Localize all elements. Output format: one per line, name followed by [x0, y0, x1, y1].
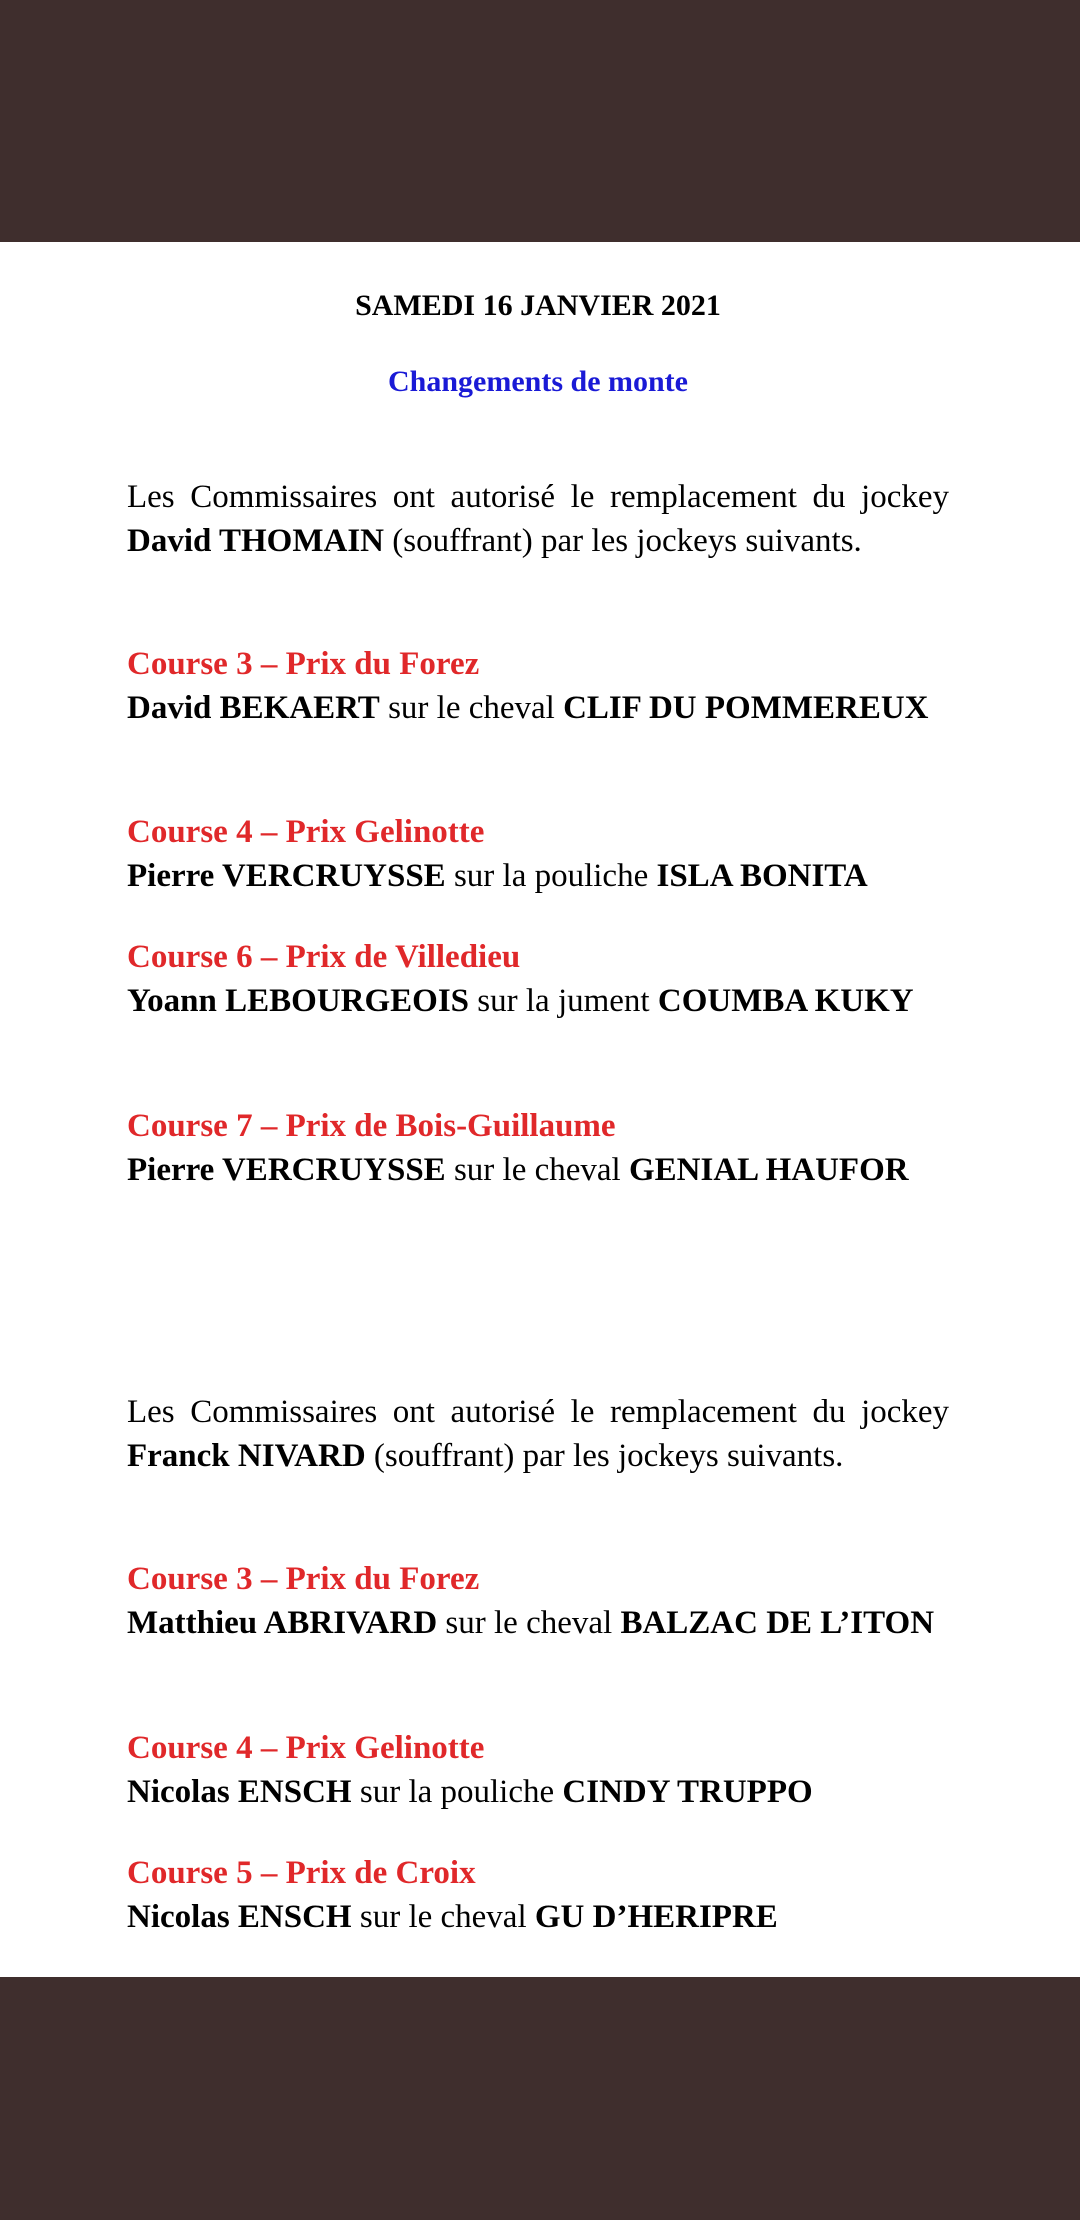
horse-name: BALZAC DE L’ITON: [620, 1605, 935, 1641]
rider-name: Nicolas ENSCH: [127, 1774, 352, 1810]
race-title: Course 4 – Prix Gelinotte: [127, 814, 485, 850]
rider-name: Pierre VERCRUYSSE: [127, 858, 446, 894]
horse-name: GENIAL HAUFOR: [628, 1152, 909, 1188]
race-title: Course 6 – Prix de Villedieu: [127, 939, 521, 975]
race-title: Course 7 – Prix de Bois-Guillaume: [127, 1108, 616, 1144]
rider-name: Pierre VERCRUYSSE: [127, 1152, 446, 1188]
race-entry: [127, 1557, 949, 1645]
race-connector: sur le cheval: [379, 690, 564, 726]
horse-name: ISLA BONITA: [656, 858, 868, 894]
horse-name: COUMBA KUKY: [657, 983, 914, 1019]
top-dark-band: [0, 0, 1080, 242]
race-title: Course 3 – Prix du Forez: [127, 1561, 480, 1597]
rider-name: Yoann LEBOURGEOIS: [127, 983, 470, 1019]
replaced-jockey: David THOMAIN: [127, 523, 385, 559]
race-detail: [127, 1148, 949, 1192]
section-1-intro: [127, 475, 949, 563]
race-detail: [127, 686, 949, 730]
document-page: [0, 242, 1080, 1977]
section-2-intro: [127, 1390, 949, 1478]
race-entry: [127, 935, 949, 1023]
race-connector: sur la pouliche: [351, 1774, 563, 1810]
race-detail: [127, 979, 949, 1023]
rider-name: David BEKAERT: [127, 690, 380, 726]
horse-name: GU D’HERIPRE: [534, 1899, 778, 1935]
intro-text: Les Commissaires ont autorisé le remplacement du jockey: [127, 479, 949, 515]
horse-name: CINDY TRUPPO: [562, 1774, 813, 1810]
race-title: Course 5 – Prix de Croix: [127, 1855, 476, 1891]
document-date: SAMEDI 16 JANVIER 2021: [355, 289, 721, 322]
intro-text: Les Commissaires ont autorisé le remplacement du jockey: [127, 1394, 949, 1430]
race-connector: sur la pouliche: [445, 858, 657, 894]
race-connector: sur la jument: [469, 983, 658, 1019]
replaced-jockey: Franck NIVARD: [127, 1438, 366, 1474]
race-detail: [127, 1770, 949, 1814]
race-title: Course 4 – Prix Gelinotte: [127, 1730, 485, 1766]
race-entry: [127, 642, 949, 730]
intro-text: (souffrant) par les jockeys suivants.: [384, 523, 862, 559]
race-detail: [127, 1601, 949, 1645]
race-detail: [127, 1895, 949, 1939]
intro-text: (souffrant) par les jockeys suivants.: [365, 1438, 844, 1474]
race-connector: sur le cheval: [351, 1899, 535, 1935]
race-detail: [127, 854, 949, 898]
race-connector: sur le cheval: [437, 1605, 621, 1641]
horse-name: CLIF DU POMMEREUX: [563, 690, 929, 726]
race-entry: [127, 810, 949, 898]
race-entry: [127, 1726, 949, 1814]
race-title: Course 3 – Prix du Forez: [127, 646, 480, 682]
document-subtitle: Changements de monte: [388, 365, 688, 398]
rider-name: Nicolas ENSCH: [127, 1899, 352, 1935]
race-connector: sur le cheval: [445, 1152, 629, 1188]
race-entry: [127, 1851, 949, 1939]
bottom-dark-band: [0, 1977, 1080, 2220]
race-entry: [127, 1104, 949, 1192]
rider-name: Matthieu ABRIVARD: [127, 1605, 438, 1641]
